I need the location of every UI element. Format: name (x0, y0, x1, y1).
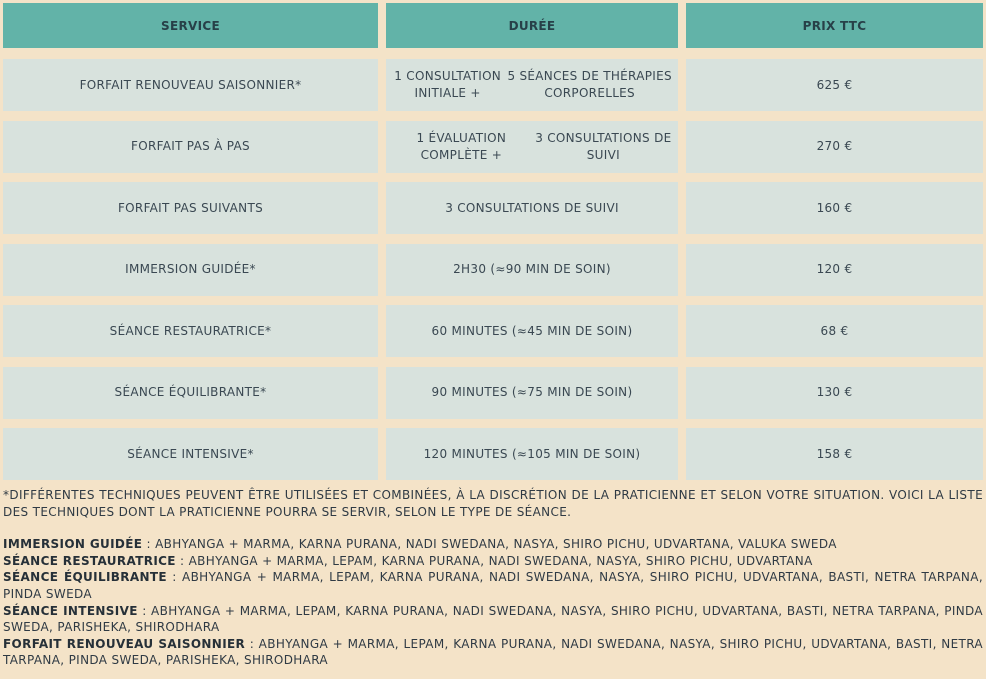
notes-item-label: SÉANCE RESTAURATRICE (3, 553, 176, 568)
cell-service: FORFAIT RENOUVEAU SAISONNIER* (3, 59, 378, 111)
cell-prix: 68 € (686, 305, 983, 357)
notes-item-text: : ABHYANGA + MARMA, LEPAM, KARNA PURANA, NADI SWEDANA, NASYA, SHIRO PICHU, UDVARTANA, BASTI, NETRA TARPANA, PINDA SWEDA, PARISHEKA, SHIRODHARA (3, 636, 983, 668)
cell-duree (386, 367, 678, 419)
notes-spacer (3, 520, 983, 536)
header-service: SERVICE (3, 3, 378, 48)
cell-service: FORFAIT PAS À PAS (3, 121, 378, 173)
notes-item-text: : ABHYANGA + MARMA, LEPAM, KARNA PURANA, NADI SWEDANA, NASYA, SHIRO PICHU, UDVARTANA, BASTI, NETRA TARPANA, PINDA SWEDA (3, 570, 983, 601)
cell-duree-line: 5 SÉANCES DE THÉRAPIES CORPORELLES (507, 69, 672, 100)
cell-duree (386, 59, 678, 111)
header-duree: DURÉE (386, 3, 678, 48)
cell-prix: 625 € (686, 59, 983, 111)
cell-duree-line: 3 CONSULTATIONS DE SUIVI (445, 200, 619, 215)
cell-duree-line: 3 CONSULTATIONS DE SUIVI (535, 130, 672, 162)
notes-item (3, 536, 983, 553)
cell-service: IMMERSION GUIDÉE* (3, 244, 378, 296)
header-prix: PRIX TTC (686, 3, 983, 48)
cell-prix: 270 € (686, 121, 983, 173)
cell-duree (386, 244, 678, 296)
techniques-notes (3, 487, 983, 669)
cell-duree (386, 428, 678, 480)
notes-item-text: : ABHYANGA + MARMA, LEPAM, KARNA PURANA, NADI SWEDANA, NASYA, SHIRO PICHU, UDVARTANA (175, 553, 813, 568)
cell-prix: 130 € (686, 367, 983, 419)
cell-duree-line: 60 MINUTES (≈45 MIN DE SOIN) (431, 323, 633, 338)
cell-duree (386, 182, 678, 234)
cell-service: SÉANCE ÉQUILIBRANTE* (3, 367, 378, 419)
cell-prix: 158 € (686, 428, 983, 480)
notes-item-text: : ABHYANGA + MARMA, LEPAM, KARNA PURANA, NADI SWEDANA, NASYA, SHIRO PICHU, UDVARTANA, BASTI, NETRA TARPANA, PINDA SWEDA, PARISHEKA, SHIRODHARA (3, 603, 983, 635)
notes-item-label: FORFAIT RENOUVEAU SAISONNIER (3, 636, 246, 651)
cell-prix: 160 € (686, 182, 983, 234)
notes-item (3, 636, 983, 669)
notes-item (3, 603, 983, 636)
notes-item-label: SÉANCE ÉQUILIBRANTE (3, 570, 167, 585)
cell-service: SÉANCE INTENSIVE* (3, 428, 378, 480)
cell-duree-line: 2H30 (≈90 MIN DE SOIN) (453, 262, 611, 276)
notes-item (3, 553, 983, 570)
cell-service: SÉANCE RESTAURATRICE* (3, 305, 378, 357)
cell-duree (386, 121, 678, 173)
cell-duree-line: 90 MINUTES (≈75 MIN DE SOIN) (431, 385, 633, 399)
price-table (3, 3, 983, 490)
notes-item-label: SÉANCE INTENSIVE (3, 603, 138, 618)
notes-intro: *DIFFÉRENTES TECHNIQUES PEUVENT ÊTRE UTILISÉES ET COMBINÉES, À LA DISCRÉTION DE LA PRATICIENNE ET SELON VOTRE SITUATION. VOICI LA LISTE DES TECHNIQUES DONT LA PRATICIENNE POURRA SE SERVIR, SELON LE TYPE DE SÉANCE. (3, 488, 983, 519)
cell-service: FORFAIT PAS SUIVANTS (3, 182, 378, 234)
cell-duree-line: 1 ÉVALUATION COMPLÈTE + (416, 130, 507, 162)
cell-duree-line: 120 MINUTES (≈105 MIN DE SOIN) (423, 446, 641, 461)
notes-item-text: : ABHYANGA + MARMA, KARNA PURANA, NADI SWEDANA, NASYA, SHIRO PICHU, UDVARTANA, VALUKA SWEDA (142, 537, 837, 552)
cell-duree (386, 305, 678, 357)
notes-item-label: IMMERSION GUIDÉE (3, 537, 143, 552)
notes-item (3, 569, 983, 602)
cell-prix: 120 € (686, 244, 983, 296)
cell-duree-line: 1 CONSULTATION INITIALE + (394, 69, 502, 100)
